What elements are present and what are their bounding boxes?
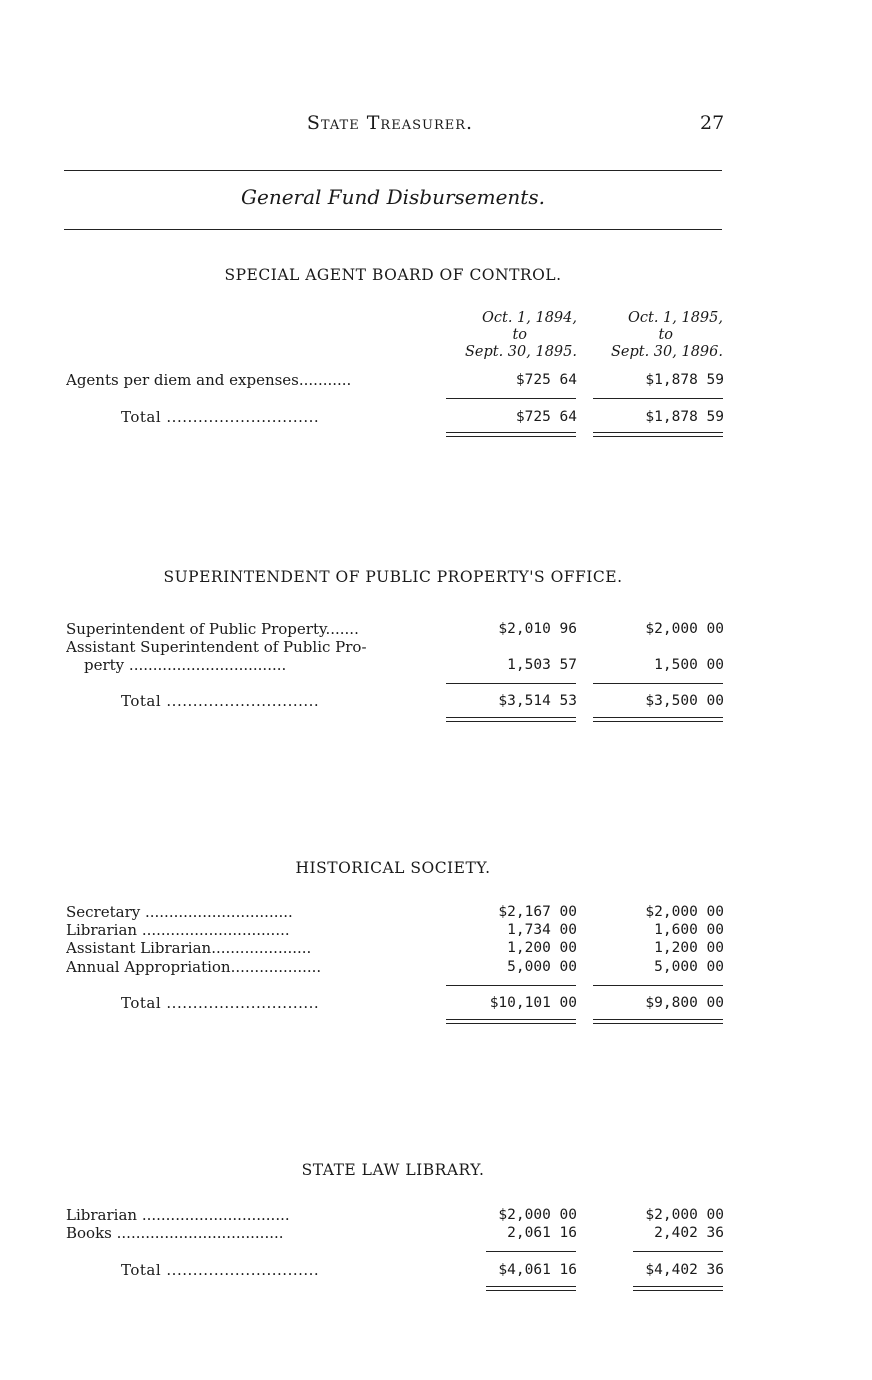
row-label: Librarian ............................... [66,1206,290,1224]
table-row [66,903,726,921]
sum-rule [593,683,723,684]
section-title: HISTORICAL SOCIETY. [295,859,491,877]
value-1895: $725 64 [515,372,577,388]
row-label: perty ................................. [84,656,287,674]
row-label: Superintendent of Public Property....... [66,620,359,638]
total-row [66,1261,726,1279]
table-row [66,939,726,957]
value-1896: 1,200 00 [654,940,724,956]
table-row [66,921,726,939]
column-header-line: Oct. 1, 1894, [481,310,577,326]
row-label: Books ................................... [66,1224,284,1242]
total-1896: $1,878 59 [645,409,724,425]
double-rule [486,1286,576,1291]
total-row [66,994,726,1012]
table-row [66,371,726,389]
value-1895: 1,200 00 [507,940,577,956]
table-row [66,1206,726,1224]
double-rule [593,432,723,437]
table-row [66,638,726,656]
running-header [0,112,872,138]
total-label: Total ............................. [121,994,320,1012]
value-1895: $2,010 96 [498,621,577,637]
column-header-1895 [583,310,723,361]
running-title: State Treasurer. [306,112,474,134]
column-header-line: Sept. 30, 1896. [610,344,723,360]
table-row [66,958,726,976]
column-header-line: to [658,327,673,343]
total-label: Total ............................. [121,692,320,710]
table-row [66,620,726,638]
value-1895: $2,000 00 [498,1207,577,1223]
total-1895: $10,101 00 [489,995,577,1011]
sum-rule [486,1251,576,1252]
section-title: SPECIAL AGENT BOARD OF CONTROL. [224,266,562,284]
value-1896: $2,000 00 [645,621,724,637]
row-label: Assistant Superintendent of Public Pro- [66,638,367,656]
double-rule [446,1019,576,1024]
table-row [66,656,726,674]
value-1896: $2,000 00 [645,1207,724,1223]
sum-rule [593,985,723,986]
value-1895: 1,734 00 [507,922,577,938]
value-1896: 2,402 36 [654,1225,724,1241]
total-1896: $3,500 00 [645,693,724,709]
sum-rule [446,683,576,684]
value-1896: $2,000 00 [645,904,724,920]
row-label: Secretary ............................... [66,903,293,921]
double-rule [446,717,576,722]
total-row [66,408,726,426]
sum-rule [446,398,576,399]
value-1896: 5,000 00 [654,959,724,975]
total-1895: $725 64 [515,409,577,425]
double-rule [633,1286,723,1291]
double-rule [446,432,576,437]
section-title: SUPERINTENDENT OF PUBLIC PROPERTY'S OFFICE. [163,568,623,586]
page-number: 27 [700,112,725,134]
value-1896: $1,878 59 [645,372,724,388]
value-1896: 1,500 00 [654,657,724,673]
value-1895: $2,167 00 [498,904,577,920]
total-1896: $4,402 36 [645,1262,724,1278]
section-title: STATE LAW LIBRARY. [301,1161,485,1179]
column-header-1894 [437,310,577,361]
total-label: Total ............................. [121,1261,320,1279]
total-1895: $3,514 53 [498,693,577,709]
sum-rule [633,1251,723,1252]
row-label: Librarian ............................... [66,921,290,939]
column-header-line: Sept. 30, 1895. [464,344,577,360]
double-rule [593,1019,723,1024]
column-header-line: Oct. 1, 1895, [627,310,723,326]
row-label: Annual Appropriation................... [66,958,322,976]
value-1896: 1,600 00 [654,922,724,938]
column-header-line: to [512,327,527,343]
total-row [66,692,726,710]
value-1895: 1,503 57 [507,657,577,673]
double-rule [593,717,723,722]
header-rule [64,170,722,171]
row-label: Agents per diem and expenses........... [66,371,352,389]
table-row [66,1224,726,1242]
sum-rule [593,398,723,399]
total-1895: $4,061 16 [498,1262,577,1278]
row-label: Assistant Librarian..................... [66,939,312,957]
heading-rule [64,229,722,230]
total-1896: $9,800 00 [645,995,724,1011]
total-label: Total ............................. [121,408,320,426]
main-heading: General Fund Disbursements. [241,185,545,209]
value-1895: 2,061 16 [507,1225,577,1241]
value-1895: 5,000 00 [507,959,577,975]
sum-rule [446,985,576,986]
